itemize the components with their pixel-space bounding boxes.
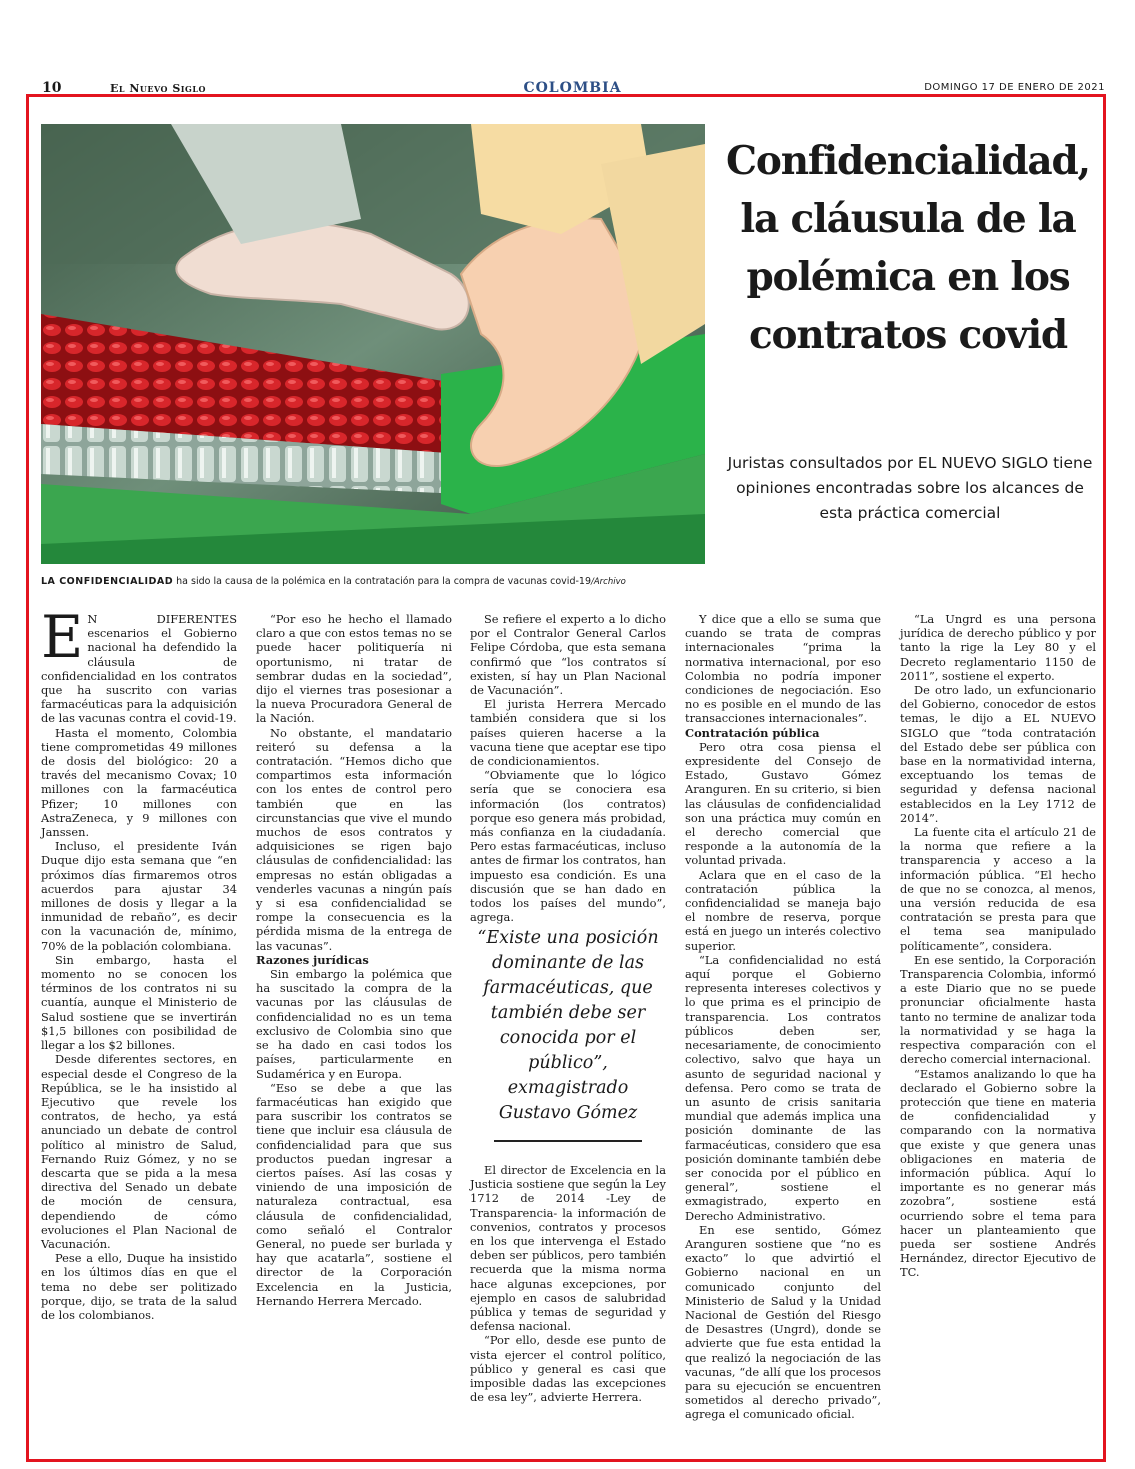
- paragraph: En ese sentido, Gómez Aranguren sostiene que “no es exacto” lo que advirtió el Gobierno nacional en un comunicado conjunto del Ministerio de Salud y la Unidad Nacional de Gestión del Riesgo de Desastres (Ungrd), donde se advierte que fue esta entidad la que realizó la negociación de las vacunas, “de allí que los procesos para su ejecución se encuentren sometidos al derecho privado”, agrega el comunicado oficial.: [685, 1222, 881, 1422]
- newspaper-name: El Nuevo Siglo: [110, 82, 206, 95]
- section-subtitle: Contratación pública: [685, 725, 820, 740]
- article-column-3-lower: [470, 1163, 666, 1404]
- article-column-5: [900, 612, 1096, 1280]
- paragraph: En ese sentido, la Corporación Transparencia Colombia, informó a este Diario que no se puede pronunciar oficialmente hasta tanto no termine de analizar toda la normatividad y se haga la respectiva comparación con el derecho comercial internacional.: [900, 952, 1096, 1067]
- article-photo: [41, 124, 705, 564]
- paragraph: El jurista Herrera Mercado también considera que si los países quieren hacerse a la vacuna tiene que aceptar ese tipo de condicionamientos.: [470, 697, 666, 769]
- section-subtitle: Razones jurídicas: [256, 952, 369, 967]
- paragraph: “Estamos analizando lo que ha declarado el Gobierno sobre la protección que tiene en materia de confidencialidad y comparando con la normativa que existe y que genera unas obligaciones en materia de información pública. Aquí lo importante es no generar más zozobra”, sostiene está ocurriendo sobre el tema para hacer un planteamiento que pueda ser sostiene Andrés Hernández, director Ejecutivo de TC.: [900, 1066, 1096, 1280]
- paragraph: Sin embargo, hasta el momento no se conocen los términos de los contratos ni su cuantía, aunque el Ministerio de Salud sostiene que se invertirán $1,5 billones con posibilidad de llegar a los $2 billones.: [41, 952, 237, 1053]
- paragraph: Desde diferentes sectores, en especial desde el Congreso de la República, se le ha insistido al Ejecutivo que revele los contratos, de hecho, ya está anunciado un debate de control político al ministro de Salud, Fernando Ruiz Gómez, y no se descarta que se pida a la mesa directiva del Senado un debate de moción de censura, dependiendo de cómo evoluciones el Plan Nacional de Vacunación.: [41, 1052, 237, 1251]
- paragraph: De otro lado, un exfuncionario del Gobierno, conocedor de estos temas, le dijo a EL NUEVO SIGLO que “toda contratación del Estado debe ser pública con base en la normatividad interna, exceptuando los temas de seguridad y defensa nacional establecidos en la Ley 1712 de 2014”.: [900, 683, 1096, 825]
- paragraph: No obstante, el mandatario reiteró su defensa a la contratación. “Hemos dicho que compartimos esta información con los entes de control pero también que en las circunstancias que vive el mundo muchos de esos contratos y adquisiciones se rigen bajo cláusulas de confidencialidad: las empresas no están obligadas a venderles vacunas a ningún país y si esa confidencialidad se rompe la consecuencia es la pérdida misma de la entrega de las vacunas”.: [256, 725, 452, 953]
- paragraph: Hasta el momento, Colombia tiene comprometidas 49 millones de dosis del biológico: 20 a través del mecanismo Covax; 10 millones con la farmacéutica Pfizer; 10 millones con AstraZeneca, y 9 millones con Janssen.: [41, 725, 237, 840]
- paragraph: Y dice que a ello se suma que cuando se trata de compras internacionales “prima la normativa internacional, por eso Colombia no podría imponer condiciones de negociación. Eso no es posible en el mundo de las transacciones internacionales”.: [685, 612, 881, 726]
- paragraph: Pese a ello, Duque ha insistido en los últimos días en que el tema no debe ser politizado porque, dijo, se trata de la salud de los colombianos.: [41, 1251, 237, 1322]
- photo-caption: [41, 576, 741, 587]
- paragraph: La fuente cita el artículo 21 de la norma que refiere a la transparencia y acceso a la información pública. “El hecho de que no se conozca, al menos, una versión reducida de esa contratación se presta para que el tema sea manipulado políticamente”, considera.: [900, 825, 1096, 953]
- paragraph: EN DIFERENTES escenarios el Gobierno nacional ha defendido la cláusula de confidencialidad en los contratos que ha suscrito con varias farmacéuticas para la adquisición de las vacunas contra el covid-19.: [41, 603, 237, 726]
- section-name: COLOMBIA: [523, 80, 622, 96]
- paragraph: “Por eso he hecho el llamado claro a que con estos temas no se puede hacer politiquería ni oportunismo, ni tratar de sembrar dudas en la sociedad”, dijo el viernes tras posesionar a la nueva Procuradora General de la Nación.: [256, 612, 452, 726]
- paragraph: Pero otra cosa piensa el expresidente del Consejo de Estado, Gustavo Gómez Aranguren. En su criterio, si bien las cláusulas de confidencialidad son una práctica muy común en el derecho comercial que responde a la autonomía de la voluntad privada.: [685, 739, 881, 868]
- article-column-3: [470, 612, 666, 924]
- caption-text: ha sido la causa de la polémica en la contratación para la compra de vacunas covid-19: [173, 576, 591, 587]
- paragraph: El director de Excelencia en la Justicia sostiene que según la Ley 1712 de 2014 -Ley de Transparencia- la información de convenios, contratos y procesos en los que intervenga el Estado deben ser públicos, pero también recuerda que la misma norma hace algunas excepciones, por ejemplo en casos de salubridad pública y temas de seguridad y defensa nacional.: [470, 1163, 666, 1334]
- paragraph: “La Ungrd es una persona jurídica de derecho público y por tanto la rige la Ley 80 y el Decreto reglamentario 1150 de 2011”, sostiene el experto.: [900, 612, 1096, 683]
- page-number: 10: [42, 80, 62, 96]
- paragraph: “Eso se debe a que las farmacéuticas han exigido que para suscribir los contratos se tiene que incluir esa cláusula de confidencialidad para que sus productos puedan ingresar a ciertos países. Así las cosas y viniendo de una imposición de naturaleza contractual, esa cláusula de confidencialidad, como señaló el Contralor General, no puede ser burlada y hay que acatarla”, sostiene el director de la Corporación Excelencia en la Justicia, Hernando Herrera Mercado.: [256, 1080, 452, 1308]
- article-column-2: [256, 612, 452, 1308]
- paragraph: Se refiere el experto a lo dicho por el Contralor General Carlos Felipe Córdoba, que esta semana confirmó que “los contratos sí existen, sí hay un Plan Nacional de Vacunación”.: [470, 612, 666, 698]
- article-column-4: [685, 612, 881, 1422]
- drop-cap: E: [41, 603, 84, 671]
- caption-lead: LA CONFIDENCIALIDAD: [41, 576, 174, 587]
- article-subhead: Juristas consultados por EL NUEVO SIGLO tiene opiniones encontradas sobre los alcances de esta práctica comercial: [727, 454, 1093, 522]
- paragraph: “La confidencialidad no está aquí porque el Gobierno representa intereses colectivos y lo que prima es el principio de transparencia. Los contratos públicos deben ser, necesariamente, de conocimiento colectivo, salvo que haya un asunto de seguridad nacional y defensa. Pero como se trata de un asunto de crisis sanitaria mundial que además implica una posición dominante de las farmacéuticas, considero que esa posición dominante también debe ser conocida por el público en general”, sostiene el exmagistrado, experto en Derecho Administrativo.: [685, 952, 881, 1223]
- article-column-1: [41, 603, 237, 1322]
- vaccine-vials-image: [41, 124, 705, 564]
- article-headline: Confidencialidad, la cláusula de la polémica en los contratos covid: [726, 138, 1090, 358]
- pull-quote: “Existe una posición dominante de las farmacéuticas, que también debe ser conocida por el público”, exmagistrado Gustavo Gómez: [477, 928, 659, 1123]
- pull-quote-rule: [494, 1140, 642, 1142]
- caption-credit: /Archivo: [591, 577, 626, 587]
- issue-date: DOMINGO 17 DE ENERO DE 2021: [924, 82, 1105, 93]
- paragraph: “Por ello, desde ese punto de vista ejercer el control político, público y general es casi que imposible dadas las excepciones de esa ley”, advierte Herrera.: [470, 1333, 666, 1405]
- paragraph: “Obviamente que lo lógico sería que se conociera esa información (los contratos) porque eso genera más probidad, más confianza en la ciudadanía. Pero estas farmacéuticas, incluso antes de firmar los contratos, han impuesto esa condición. Es una discusión que se han dado en todos los países del mundo”, agrega.: [470, 768, 666, 925]
- lead-in: N DIFERENTES: [87, 612, 237, 626]
- paragraph: Sin embargo la polémica que ha suscitado la compra de la vacunas por las cláusulas de confidencialidad no es un tema exclusivo de Colombia sino que se ha dado en casi todos los países, particularmente en Sudamérica y en Europa.: [256, 967, 452, 1081]
- paragraph: Incluso, el presidente Iván Duque dijo esta semana que “en próximos días firmaremos otros acuerdos para ajustar 34 millones de dosis y llegar a la inmunidad de rebaño”, es decir con la vacunación de, mínimo, 70% de la población colombiana.: [41, 839, 237, 953]
- paragraph: Aclara que en el caso de la contratación pública la confidencialidad se maneja bajo el nombre de reserva, porque está en juego un interés colectivo superior.: [685, 867, 881, 953]
